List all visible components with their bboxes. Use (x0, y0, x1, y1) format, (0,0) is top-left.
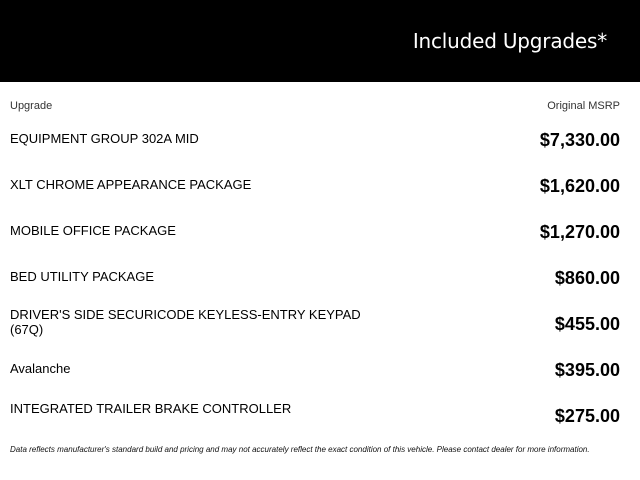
upgrade-price: $455.00 (554, 314, 620, 334)
column-header-upgrade: Upgrade (10, 100, 53, 112)
upgrade-price: $7,330.00 (539, 130, 620, 150)
upgrade-name: EQUIPMENT GROUP 302A MID (10, 131, 199, 146)
upgrade-name: DRIVER'S SIDE SECURICODE KEYLESS-ENTRY KEYPAD (67Q) (10, 307, 361, 337)
upgrade-price: $275.00 (554, 406, 620, 426)
column-header-msrp: Original MSRP (547, 100, 620, 112)
list-item (0, 256, 640, 302)
disclaimer-text: Data reflects manufacturer's standard build and pricing and may not accurately reflect the exact condition of this vehicle. Please contact dealer for more information. (10, 445, 590, 454)
list-item (0, 348, 640, 394)
upgrade-name: XLT CHROME APPEARANCE PACKAGE (10, 177, 252, 192)
page-title: Included Upgrades* (412, 29, 607, 53)
list-item (0, 394, 640, 440)
upgrade-price: $860.00 (554, 268, 620, 288)
page-header (0, 0, 640, 82)
upgrade-name: INTEGRATED TRAILER BRAKE CONTROLLER (10, 401, 292, 416)
list-item (0, 210, 640, 256)
upgrade-name: BED UTILITY PACKAGE (10, 269, 155, 284)
list-item (0, 302, 640, 348)
upgrade-name: MOBILE OFFICE PACKAGE (10, 223, 176, 238)
upgrades-list (0, 118, 640, 440)
upgrade-price: $1,270.00 (539, 222, 620, 242)
upgrade-price: $1,620.00 (539, 176, 620, 196)
list-item (0, 118, 640, 164)
upgrade-price: $395.00 (554, 360, 620, 380)
upgrade-name: Avalanche (10, 361, 71, 376)
list-item (0, 164, 640, 210)
